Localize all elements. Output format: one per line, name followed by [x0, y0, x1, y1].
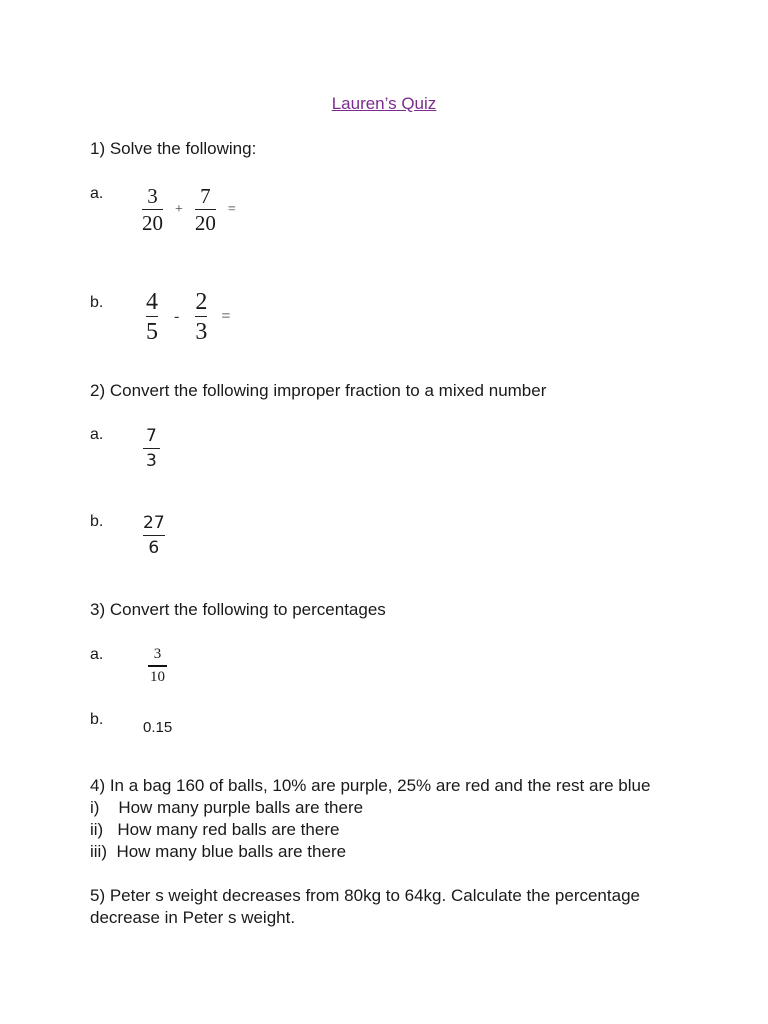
denominator: 10 [150, 669, 165, 685]
denominator: 5 [146, 319, 158, 345]
question-3-heading: 3) Convert the following to percentages [90, 600, 386, 619]
denominator: 3 [146, 451, 157, 471]
numerator: 7 [200, 184, 211, 208]
fraction-bar [195, 209, 216, 210]
numerator: 4 [146, 289, 158, 315]
fraction-bar [142, 209, 163, 210]
equals-sign: = [227, 202, 236, 217]
denominator: 3 [195, 319, 208, 345]
q1b-label: b. [90, 294, 104, 311]
q1b-fraction-1 [146, 290, 158, 344]
q4-item-3: iii) How many blue balls are there [90, 842, 347, 861]
q1a-expression [142, 186, 236, 234]
fraction-bar [143, 448, 160, 449]
fraction-bar [148, 665, 167, 667]
q3b-label: b. [90, 711, 104, 728]
numerator: 3 [147, 184, 158, 208]
plus-sign: + [175, 202, 183, 217]
q2a-label: a. [90, 426, 104, 443]
question-2-heading: 2) Convert the following improper fraction to a mixed number [90, 381, 547, 400]
numerator: 2 [195, 289, 208, 315]
question-5-line-1: 5) Peter s weight decreases from 80kg to 64kg. Calculate the percentage [90, 886, 640, 905]
equals-sign: = [221, 308, 231, 325]
q4-item-2: ii) How many red balls are there [90, 820, 340, 839]
q1b-fraction-2 [195, 290, 207, 344]
q3a-fraction [150, 647, 165, 685]
q4-item-1: i) How many purple balls are there [90, 798, 364, 817]
q3a-label: a. [90, 646, 104, 663]
q2b-label: b. [90, 513, 104, 530]
numerator: 7 [146, 426, 157, 446]
numerator: 27 [143, 513, 165, 533]
denominator: 20 [194, 211, 216, 235]
q3b-value: 0.15 [143, 719, 173, 736]
q1a-fraction-2 [195, 186, 216, 234]
fraction-bar [143, 535, 165, 536]
q2b-fraction [143, 515, 165, 557]
q1a-fraction-1 [142, 186, 163, 234]
q2a-fraction [146, 428, 157, 470]
minus-sign: - [174, 308, 180, 325]
question-4-heading: 4) In a bag 160 of balls, 10% are purple, 25% are red and the rest are blue [90, 776, 651, 795]
question-5-line-2: decrease in Peter s weight. [90, 908, 296, 927]
denominator: 20 [142, 211, 163, 235]
numerator: 3 [153, 646, 162, 662]
q1b-expression [146, 290, 230, 344]
fraction-bar [195, 316, 207, 317]
fraction-bar [146, 316, 158, 317]
q1a-label: a. [90, 185, 104, 202]
denominator: 6 [148, 538, 160, 558]
page-title: Lauren’s Quiz [331, 94, 437, 113]
question-1-heading: 1) Solve the following: [90, 139, 257, 158]
